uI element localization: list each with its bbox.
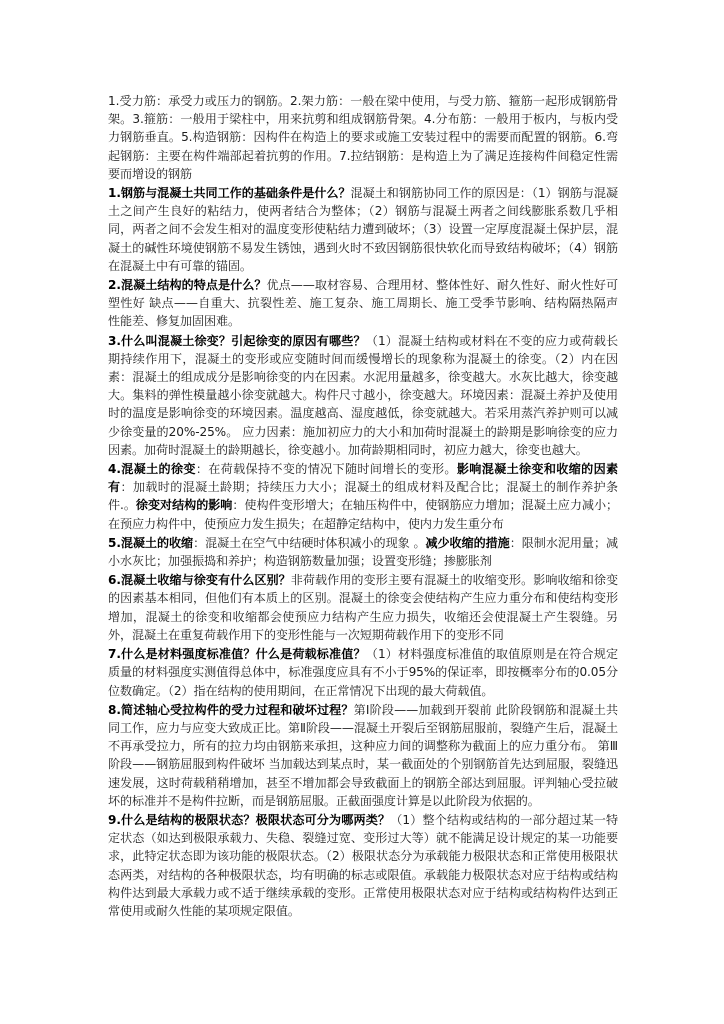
question-heading: 5.混凝土的收缩 (108, 535, 194, 550)
answer-text: 优点——取材容易、合理用材、整体性好、耐久性好、耐火性好可塑性好 缺点——自重大、抗裂性差、施工复杂、施工周期长、施工受季节影响、结构隔热隔声 性能差、修复加固困难。 (108, 278, 618, 329)
answer-text: （1）混凝土结构或材料在不变的应力或荷载长期持续作用下，混凝土的变形或应变随时间而缓慢增长的现象称为混凝土的徐变。（2）内在因素：混凝土的组成成分是影响徐变的内在因素。水泥用量越多，徐变越大。水灰比越大，徐变越大。集料的弹性模量越小徐变就越大。构件尺寸越小，徐变越大。环境因素：混凝土养护及使用时的温度是影响徐变的环境因素。温度越高、湿度越低，徐变就越大。若采用蒸汽养护则可以减少徐变量的20%-25%。 应力因素：施加初应力的大小和加荷时混凝土的龄期是影响徐变的应力因素。加荷时混凝土的龄期越长，徐变越小。加荷龄期相同时，初应力越大，徐变也越大。 (108, 333, 618, 457)
section-7 (108, 645, 618, 700)
question-heading: 减少收缩的措施 (425, 535, 510, 550)
question-heading: 1.钢筋与混凝土共同工作的基础条件是什么？ (108, 186, 351, 201)
section-5 (108, 534, 618, 570)
answer-text: ：加载时的混凝土龄期；持续压力大小；混凝土的组成材料及配合比；混凝土的制作养护条件.。 (108, 480, 618, 513)
question-heading: 4.混凝土的徐变 (108, 462, 196, 477)
question-heading: 8.简述轴心受拉构件的受力过程和破坏过程？ (108, 702, 354, 717)
answer-text: ：在荷载保持不变的情况下随时间增长的变形。 (195, 462, 457, 477)
answer-text: （1）整个结构或结构的一部分超过某一特定状态（如达到极限承载力、失稳、裂缝过宽、变形过大等）就不能满足设计规定的某一功能要求，此特定状态即为该功能的极限状态。（2）极限状态分为承载能力极限状态和正常使用极限状态两类，对结构的各种极限状态，均有明确的标志或限值。承载能力极限状态对应于结构或结构构件达到最大承载力或不适于继续承载的变形。正常使用极限状态对应于结构或结构构件达到正常使用或耐久性能的某项规定限值。 (108, 812, 618, 918)
document-page (108, 92, 618, 920)
answer-text: 第Ⅰ阶段——加载到开裂前 此阶段钢筋和混凝土共同工作，应力与应变大致成正比。第Ⅱ阶段——混凝土开裂后至钢筋屈服前，裂缝产生后，混凝土不再承受拉力，所有的拉力均由钢筋来承担，这种应力间的调整称为截面上的应力重分布。 第Ⅲ阶段——钢筋屈服到构件破坏 当加载达到某点时，某一截面处的个别钢筋首先达到屈服，裂缝迅速发展，这时荷载稍稍增加，甚至不增加都会导致截面上的钢筋全部达到屈服。评判轴心受拉破坏的标准并不是构件拉断，而是钢筋屈服。正截面强度计算是以此阶段为依据的。 (108, 702, 618, 808)
answer-text: ：混凝土在空气中结硬时体积减小的现象 。 (193, 535, 426, 550)
answer-text: 非荷载作用的变形主要有混凝土的收缩变形。影响收缩和徐变的因素基本相同，但他们有本质上的区别。混凝土的徐变会使结构产生应力重分布和使结构变形增加，混凝土的徐变和收缩都会使预应力结构产生应力损失，收缩还会使混凝土产生裂缝。另外，混凝土在重复荷载作用下的变形性能与一次短期荷载作用下的变形不同 (108, 573, 618, 642)
answer-text: 混凝土和钢筋协同工作的原因是：（1）钢筋与混凝土之间产生良好的粘结力，使两者结合为整体；（2）钢筋与混凝土两者之间线膨胀系数几乎相同，两者之间不会发生相对的温度变形使粘结力遭到破坏；（3）设置一定厚度混凝土保护层，混凝土的碱性环境使钢筋不易发生锈蚀，遇到火时不致因钢筋很快软化而导致结构破坏；（4）钢筋在混凝土中有可靠的锚固。 (108, 186, 618, 273)
section-3 (108, 332, 618, 459)
question-heading: 9.什么是结构的极限状态？极限状态可分为哪两类？ (108, 812, 391, 827)
section-1 (108, 184, 618, 275)
section-9 (108, 811, 618, 920)
answer-text: ：限制水泥用量；减小水灰比；加强振捣和养护；构造钢筋数量加强；设置变形缝；掺膨胀剂 (108, 535, 618, 569)
question-heading: 影响混凝土徐变和收缩的因素有 (108, 462, 619, 495)
question-heading: 2.混凝土结构的特点是什么？ (108, 278, 267, 293)
question-heading: 7.什么是材料强度标准值？什么是荷载标准值？ (108, 647, 366, 662)
section-4 (108, 460, 618, 533)
intro-paragraph: 1.受力筋：承受力或压力的钢筋。2.架力筋：一般在梁中使用，与受力筋、箍筋一起形成钢筋骨架。3.箍筋：一般用于梁柱中，用来抗剪和组成钢筋骨架。4.分布筋：一般用于板内，与板内受力钢筋垂直。5.构造钢筋：因构件在构造上的要求或施工安装过程中的需要而配置的钢筋。6.弯起钢筋：主要在构件端部起着抗剪的作用。7.拉结钢筋：是构造上为了满足连接构件间稳定性需要而增设的钢筋 (108, 94, 618, 181)
question-heading: 3.什么叫混凝土徐变？引起徐变的原因有哪些？ (108, 333, 366, 348)
answer-text: ：使构件变形增大；在轴压构件中，使钢筋应力增加；混凝土应力减小；在预应力构件中，使预应力发生损失；在超静定结构中，使内力发生重分布 (108, 498, 619, 531)
answer-text: （1）材料强度标准值的取值原则是在符合规定质量的材料强度实测值得总体中，标准强度应具有不小于95%的保证率，即按概率分布的0.05分位数确定。（2）指在结构的使用期间，在正常情况下出现的最大荷载值。 (108, 647, 618, 698)
section-2 (108, 276, 618, 331)
section-6 (108, 571, 618, 644)
question-heading: 6.混凝土收缩与徐变有什么区别？ (108, 573, 291, 588)
question-heading: 徐变对结构的影响 (135, 498, 233, 513)
section-8 (108, 701, 618, 810)
